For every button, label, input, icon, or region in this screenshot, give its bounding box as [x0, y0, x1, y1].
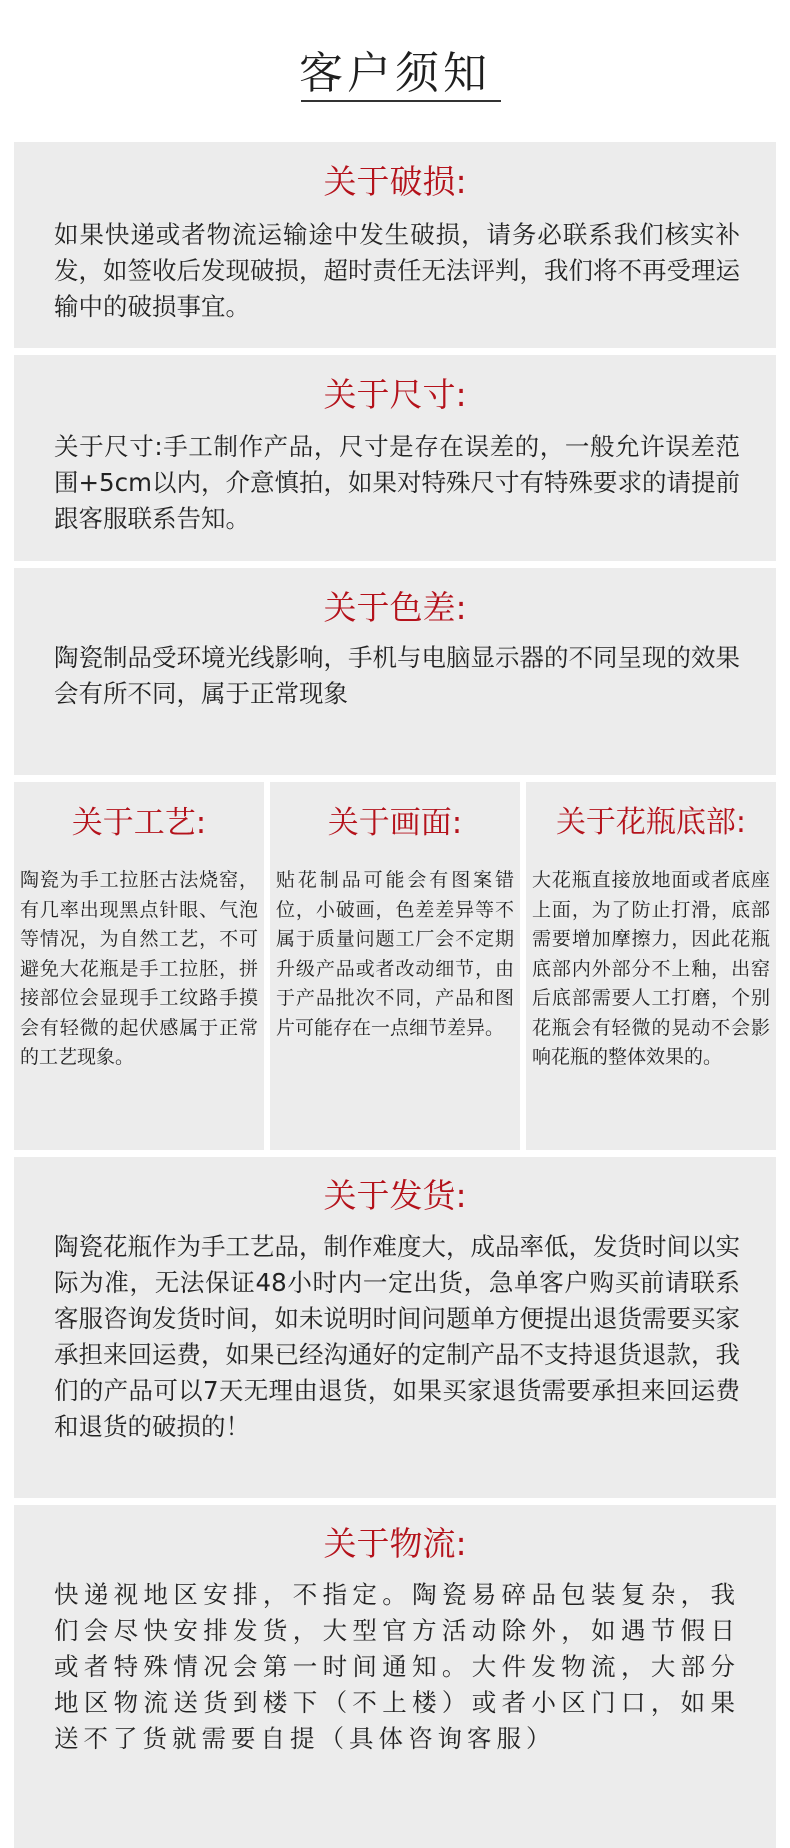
section-size	[14, 355, 776, 561]
section-title: 关于花瓶底部:	[555, 805, 747, 840]
section-title: 关于画面:	[327, 805, 463, 841]
section-body: 陶瓷花瓶作为手工艺品，制作难度大，成品率低，发货时间以实际为准，无法保证48小时内一定出货，急单客户购买前请联系客服咨询发货时间，如未说明时间问题单方便提出退货需要买家承担来回运费，如果已经沟通好的定制产品不支持退货退款，我们的产品可以7天无理由退货，如果买家退货需要承担来回运费和退货的破损的！	[54, 1232, 740, 1441]
section-bottom	[526, 782, 776, 1150]
section-title: 关于工艺:	[71, 805, 207, 841]
section-title: 关于破损:	[323, 162, 467, 201]
section-body: 陶瓷为手工拉胚古法烧窑，有几率出现黑点针眼、气泡等情况，为自然工艺，不可避免大花瓶是手工拉胚，拼接部位会显现手工纹路手摸会有轻微的起伏感属于正常的工艺现象。	[20, 869, 258, 1068]
section-body: 关于尺寸:手工制作产品，尺寸是存在误差的，一般允许误差范围+5cm以内，介意慎拍，如果对特殊尺寸有特殊要求的请提前跟客服联系告知。	[54, 432, 740, 533]
section-title: 关于发货:	[323, 1176, 467, 1215]
section-craft	[14, 782, 264, 1150]
section-body: 如果快递或者物流运输途中发生破损，请务必联系我们核实补发，如签收后发现破损，超时责任无法评判，我们将不再受理运输中的破损事宜。	[54, 220, 740, 321]
section-body: 陶瓷制品受环境光线影响，手机与电脑显示器的不同呈现的效果会有所不同，属于正常现象	[54, 643, 740, 708]
section-body: 快递视地区安排，不指定。陶瓷易碎品包装复杂，我们会尽快安排发货，大型官方活动除外，如遇节假日或者特殊情况会第一时间通知。大件发物流，大部分地区物流送货到楼下（不上楼）或者小区门口，如果送不了货就需要自提（具体咨询客服）	[54, 1580, 740, 1753]
section-shipping	[14, 1157, 776, 1498]
section-color	[14, 568, 776, 775]
section-damage	[14, 142, 776, 348]
section-title: 关于尺寸:	[323, 375, 467, 414]
title-underline	[301, 100, 501, 102]
section-body: 大花瓶直接放地面或者底座上面，为了防止打滑，底部需要增加摩擦力，因此花瓶底部内外部分不上釉，出窑后底部需要人工打磨，个别花瓶会有轻微的晃动不会影响花瓶的整体效果的。	[532, 869, 770, 1068]
section-image	[270, 782, 520, 1150]
section-title: 关于色差:	[323, 588, 467, 627]
section-body: 贴花制品可能会有图案错位，小破画，色差差异等不属于质量问题工厂会不定期升级产品或者改动细节，由于产品批次不同，产品和图片可能存在一点细节差异。	[276, 869, 514, 1039]
section-logistics	[14, 1505, 776, 1848]
section-title: 关于物流:	[323, 1524, 467, 1563]
page-title: 客户须知	[299, 48, 491, 99]
